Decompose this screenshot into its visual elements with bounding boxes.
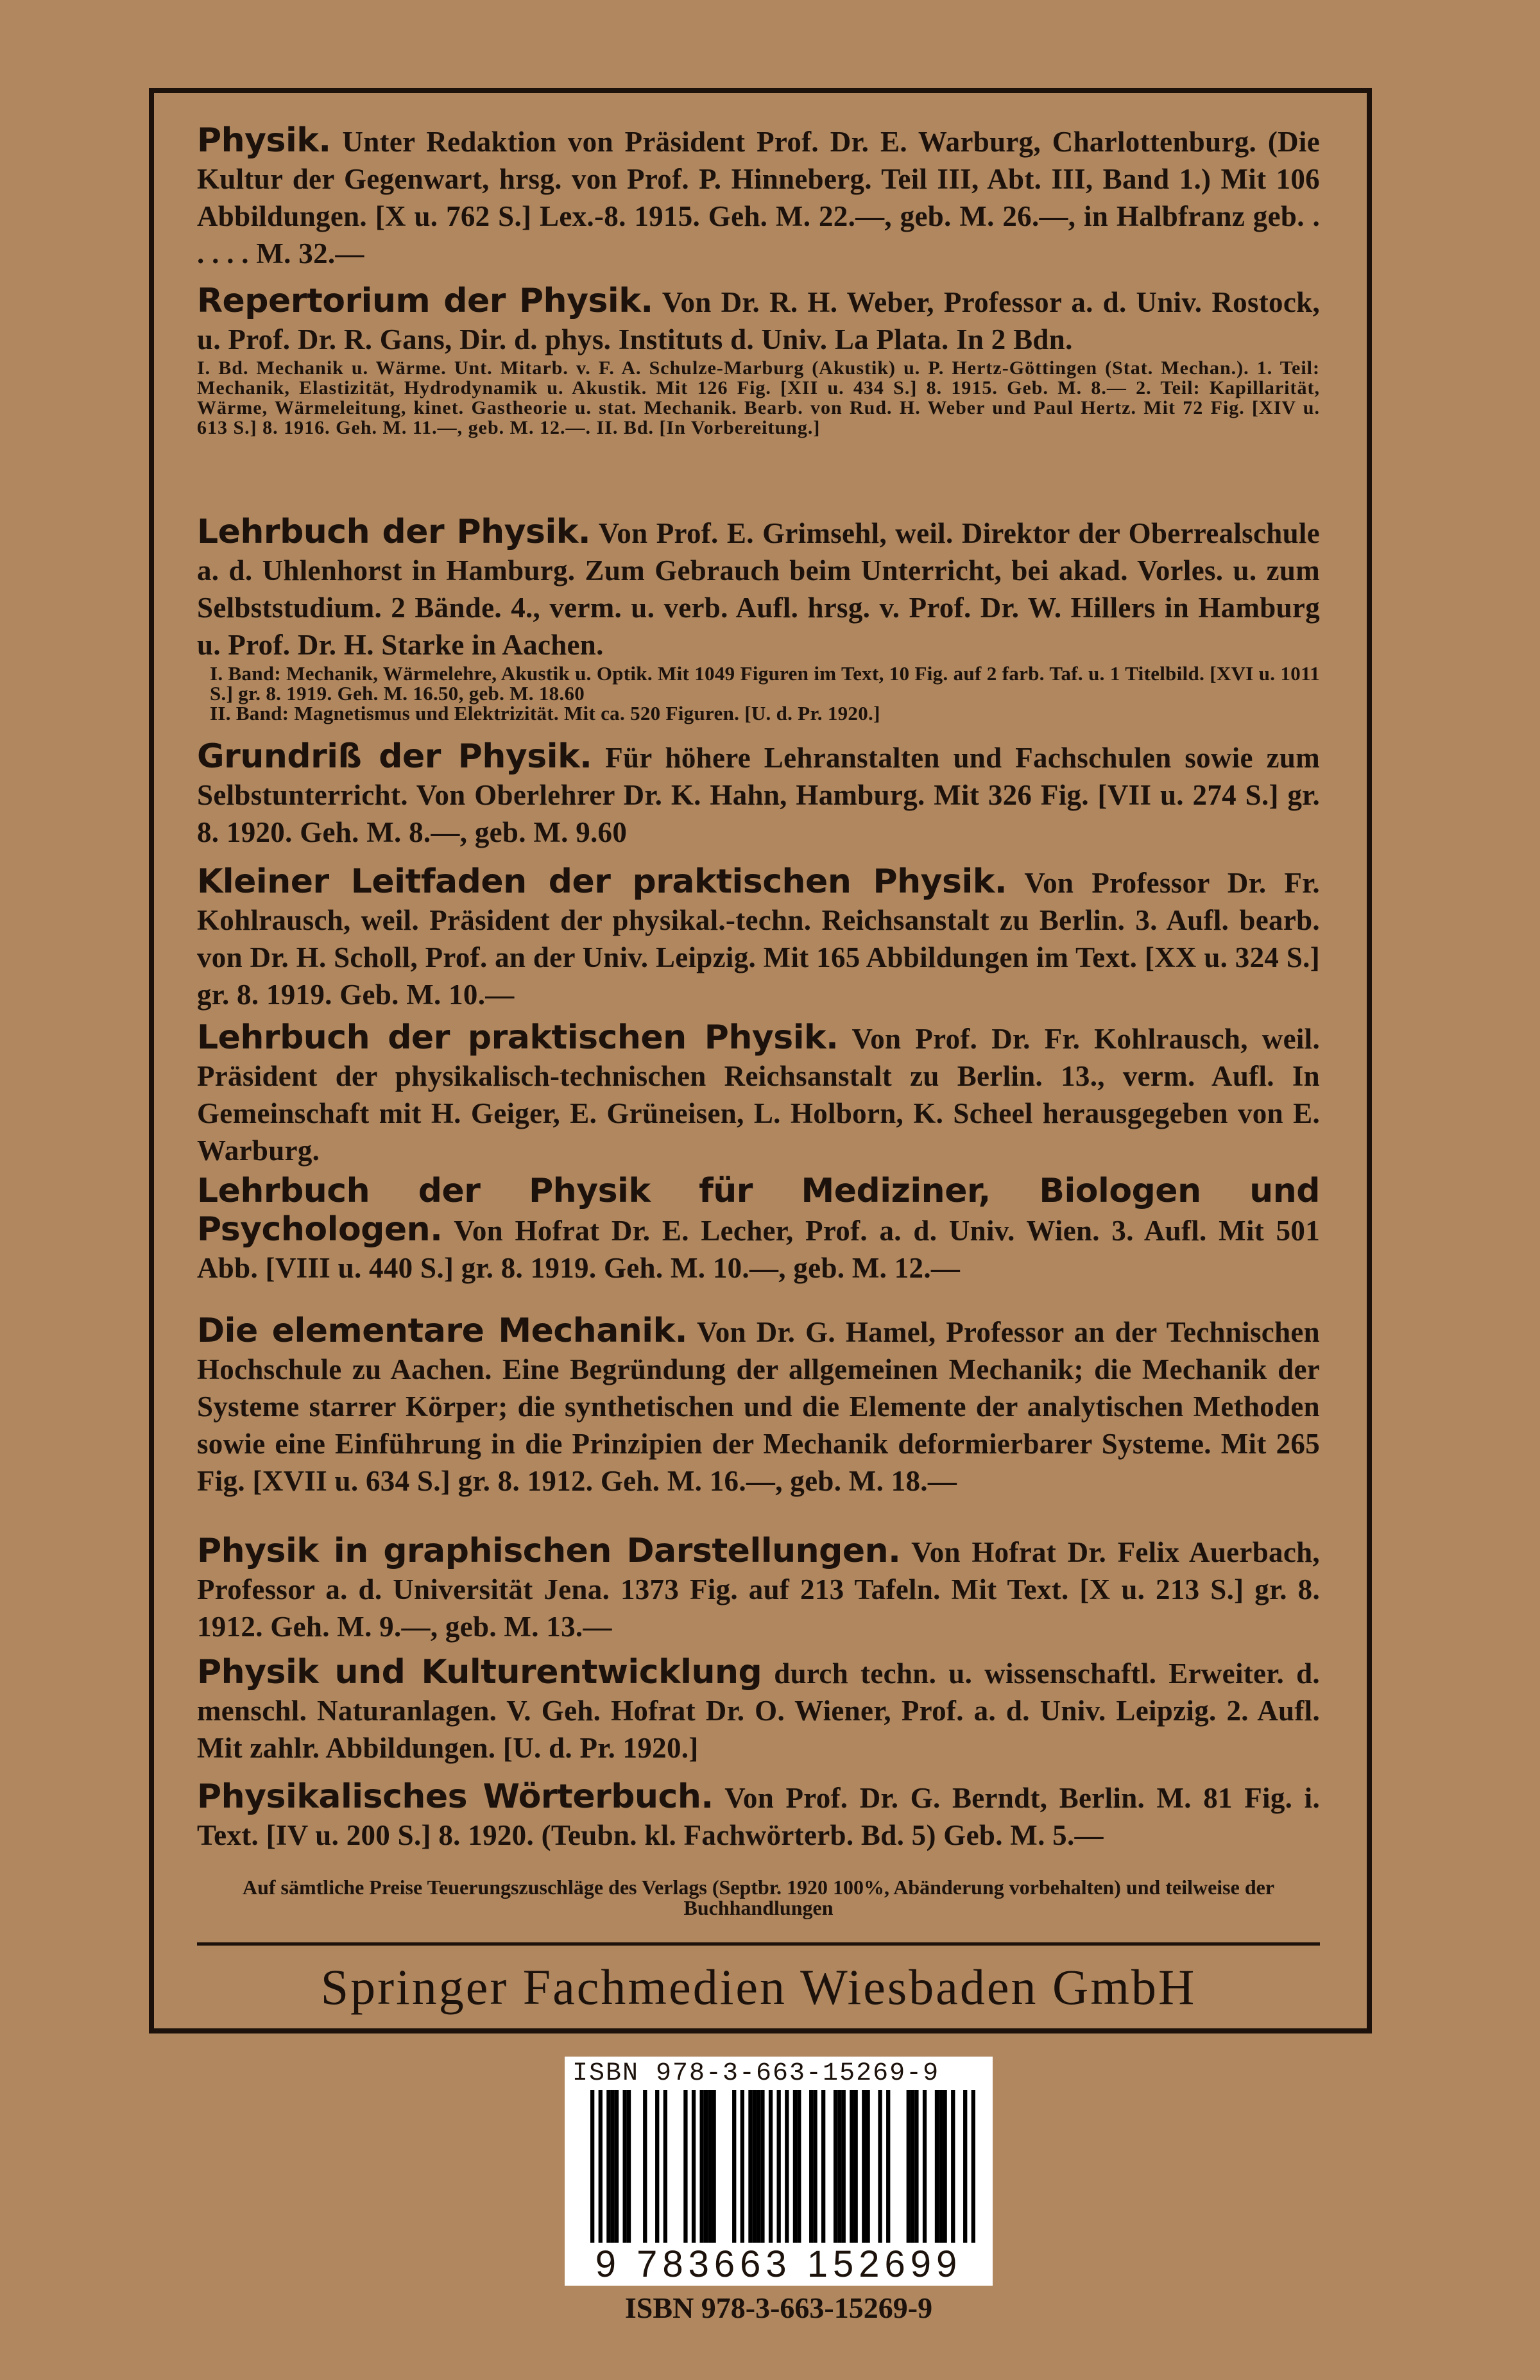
- barcode-bar: [813, 2090, 817, 2250]
- book-title: Physikalisches Wörterbuch.: [197, 1777, 714, 1816]
- book-description: Von Prof. E. Grimsehl, weil. Direktor der Oberrealschule a. d. Uhlenhorst in Hamburg. Zum Gebrauch beim Unterricht, bei akad. Vorles. u. zum Selbststudium. 2 Bände. 4., verm. u. verb. Aufl. hrsg. v. Prof. Dr. W. Hillers in Hamburg u. Prof. Dr. H. Starke in Aachen.: [197, 517, 1321, 661]
- barcode-bar: [971, 2090, 975, 2250]
- barcode-bar: [740, 2090, 744, 2250]
- barcode-bar: [663, 2090, 667, 2250]
- barcode-bar: [862, 2090, 866, 2250]
- barcode-bar: [753, 2090, 757, 2250]
- book-entry: [197, 863, 1320, 1013]
- book-entry: [197, 513, 1320, 723]
- book-title: Physik und Kulturentwicklung: [197, 1653, 762, 1691]
- book-details: I. Bd. Mechanik u. Wärme. Unt. Mitarb. v. F. A. Schulze-Marburg (Akustik) u. P. Hertz-Göttingen (Stat. Mechan.). 1. Teil: Mechanik, Elastizität, Hydrodynamik u. Akustik. Mit 126 Fig. [XII u. 434 S.] 8. 1915. Geb. M. 8.— 2. Teil: Kapillarität, Wärme, Wärmeleitung, kinet. Gastheorie u. stat. Mechanik. Bearb. von Rud. H. Weber und Paul Hertz. Mit 72 Fig. [XIV u. 613 S.] 8. 1916. Geh. M. 11.—, geb. M. 12.—. II. Bd. [In Vorbereitung.]: [197, 357, 1320, 438]
- book-title: Lehrbuch der Physik für Mediziner, Biologen und Psychologen.: [197, 1172, 1320, 1249]
- barcode-bar: [606, 2090, 610, 2250]
- barcode-bar: [907, 2090, 911, 2250]
- book-description: Von Dr. R. H. Weber, Professor a. d. Univ. Rostock, u. Prof. Dr. R. Gans, Dir. d. phys. Instituts d. Univ. La Plata. In 2 Bdn.: [197, 286, 1320, 355]
- book-description: Von Professor Dr. Fr. Kohlrausch, weil. Präsident der physikal.-techn. Reichsanstalt zu Berlin. 3. Aufl. bearb. von Dr. H. Scholl, Prof. an der Univ. Leipzig. Mit 165 Abbildungen im Text. [XX u. 324 S.] gr. 8. 1919. Geb. M. 10.—: [197, 867, 1320, 1011]
- isbn-top: ISBN 978-3-663-15269-9: [572, 2059, 940, 2088]
- book-title: Physik.: [197, 121, 331, 160]
- book-entry: [197, 122, 1320, 272]
- barcode-bar: [793, 2090, 797, 2250]
- barcode-bar: [643, 2090, 647, 2250]
- barcode-bar: [769, 2090, 773, 2250]
- book-description: Von Prof. Dr. G. Berndt, Berlin. M. 81 Fig. i. Text. [IV u. 200 S.] 8. 1920. (Teubn. kl. Fachwörterb. Bd. 5) Geb. M. 5.—: [197, 1782, 1320, 1851]
- book-title: Lehrbuch der praktischen Physik.: [197, 1018, 839, 1057]
- barcode-bar: [692, 2090, 696, 2250]
- barcode-bar: [748, 2090, 752, 2250]
- book-title: Repertorium der Physik.: [197, 282, 653, 320]
- barcode-bar: [627, 2090, 631, 2250]
- book-title: Grundriß der Physik.: [197, 737, 592, 776]
- barcode-bars: [590, 2090, 975, 2250]
- book-title: Lehrbuch der Physik.: [197, 513, 591, 551]
- barcode-bar: [914, 2090, 918, 2250]
- barcode-bar: [866, 2090, 869, 2250]
- book-title: Die elementare Mechanik.: [197, 1312, 687, 1350]
- book-entry: [197, 1312, 1320, 1500]
- book-description: durch techn. u. wissenschaftl. Erweiter. d. menschl. Naturanlagen. V. Geh. Hofrat Dr. O. Wiener, Prof. a. d. Univ. Leipzig. 2. Aufl. Mit zahlr. Abbildungen. [U. d. Pr. 1920.]: [197, 1657, 1320, 1764]
- book-entry: [197, 1532, 1320, 1645]
- book-entry: [197, 1654, 1320, 1767]
- barcode: [565, 2057, 993, 2284]
- barcode-bar: [708, 2090, 712, 2250]
- barcode-bar: [837, 2090, 841, 2250]
- barcode-bar: [732, 2090, 736, 2250]
- barcode-bar: [757, 2090, 760, 2250]
- book-description: Für höhere Lehranstalten und Fachschulen sowie zum Selbstunterricht. Von Oberlehrer Dr. K. Hahn, Hamburg. Mit 326 Fig. [VII u. 274 S.] gr. 8. 1920. Geh. M. 8.—, geb. M. 9.60: [197, 742, 1320, 848]
- book-description: Von Hofrat Dr. Felix Auerbach, Professor a. d. Universität Jena. 1373 Fig. auf 213 Tafeln. Mit Text. [X u. 213 S.] gr. 8. 1912. Geh. M. 9.—, geb. M. 13.—: [197, 1536, 1320, 1643]
- barcode-bar: [611, 2090, 615, 2250]
- book-title: Physik in graphischen Darstellungen.: [197, 1532, 901, 1570]
- barcode-bar: [623, 2090, 627, 2250]
- barcode-bar: [878, 2090, 882, 2250]
- barcode-bar: [797, 2090, 801, 2250]
- price-note: Auf sämtliche Preise Teuerungszuschläge des Verlags (Septbr. 1920 100%, Abänderung vorbehalten) und teilweise der Buchhandlungen: [242, 1876, 1275, 1919]
- volume-2-details: II. Band: Magnetismus und Elektrizität. Mit ca. 520 Figuren. [U. d. Pr. 1920.]: [210, 702, 880, 724]
- barcode-bar: [850, 2090, 853, 2250]
- barcode-bar: [777, 2090, 781, 2250]
- barcode-bar: [886, 2090, 890, 2250]
- barcode-bar: [911, 2090, 914, 2250]
- barcode-bar: [700, 2090, 704, 2250]
- barcode-bar: [683, 2090, 687, 2250]
- barcode-bar: [704, 2090, 708, 2250]
- barcode-bar: [821, 2090, 825, 2250]
- book-description: Unter Redaktion von Präsident Prof. Dr. E. Warburg, Charlottenburg. (Die Kultur der Gegenwart, hrsg. von Prof. P. Hinneberg. Teil III, Abt. III, Band 1.) Mit 106 Abbildungen. [X u. 762 S.] Lex.-8. 1915. Geh. M. 22.—, geb. M. 26.—, in Halbfranz geb. . . . . . M. 32.—: [197, 126, 1320, 270]
- barcode-bar: [854, 2090, 858, 2250]
- barcode-bar: [834, 2090, 837, 2250]
- barcode-bar: [712, 2090, 715, 2250]
- book-description: Von Dr. G. Hamel, Professor an der Technischen Hochschule zu Aachen. Eine Begründung der allgemeinen Mechanik; die Mechanik der Systeme starrer Körper; die synthetischen und die Elemente der analytischen Methoden sowie eine Einführung in die Prinzipien der Mechanik deformierbarer Systeme. Mit 265 Fig. [XVII u. 634 S.] gr. 8. 1912. Geh. M. 16.—, geb. M. 18.—: [197, 1316, 1320, 1497]
- book-entry: [197, 738, 1320, 851]
- barcode-bar: [935, 2090, 939, 2250]
- book-title: Kleiner Leitfaden der praktischen Physik.: [197, 862, 1007, 901]
- barcode-bar: [599, 2090, 603, 2250]
- barcode-digits: 9 783663 152699: [565, 2243, 993, 2286]
- book-entry: [197, 1019, 1320, 1169]
- barcode-bar: [963, 2090, 967, 2250]
- barcode-bar: [590, 2090, 594, 2250]
- barcode-bar: [785, 2090, 789, 2250]
- volume-1-details: I. Band: Mechanik, Wärmelehre, Akustik u. Optik. Mit 1049 Figuren im Text, 10 Fig. auf 2 farb. Taf. u. 1 Titelbild. [XVI u. 1011 S.] gr. 8. 1919. Geh. M. 16.50, geb. M. 18.60: [210, 662, 1320, 705]
- barcode-bar: [615, 2090, 619, 2250]
- book-entry: [197, 282, 1320, 438]
- book-description: Von Hofrat Dr. E. Lecher, Prof. a. d. Univ. Wien. 3. Aufl. Mit 501 Abb. [VIII u. 440 S.] gr. 8. 1919. Geh. M. 10.—, geb. M. 12.—: [197, 1215, 1320, 1284]
- barcode-bar: [842, 2090, 846, 2250]
- barcode-bar: [939, 2090, 943, 2250]
- divider: [197, 1942, 1320, 1946]
- barcode-bar: [809, 2090, 813, 2250]
- isbn-bottom: ISBN 978-3-663-15269-9: [624, 2291, 933, 2324]
- publisher-name: Springer Fachmedien Wiesbaden GmbH: [320, 1959, 1197, 2015]
- barcode-bar: [943, 2090, 946, 2250]
- barcode-bar: [951, 2090, 955, 2250]
- book-entry: [197, 1778, 1320, 1854]
- barcode-bar: [923, 2090, 927, 2250]
- barcode-bar: [655, 2090, 659, 2250]
- book-description: Von Prof. Dr. Fr. Kohlrausch, weil. Präsident der physikalisch-technischen Reichsanstalt zu Berlin. 13., verm. Aufl. In Gemeinschaft mit H. Geiger, E. Grüneisen, L. Holborn, K. Scheel herausgegeben von E. Warburg.: [197, 1023, 1320, 1167]
- book-entry: [197, 1172, 1320, 1287]
- barcode-bar: [760, 2090, 764, 2250]
